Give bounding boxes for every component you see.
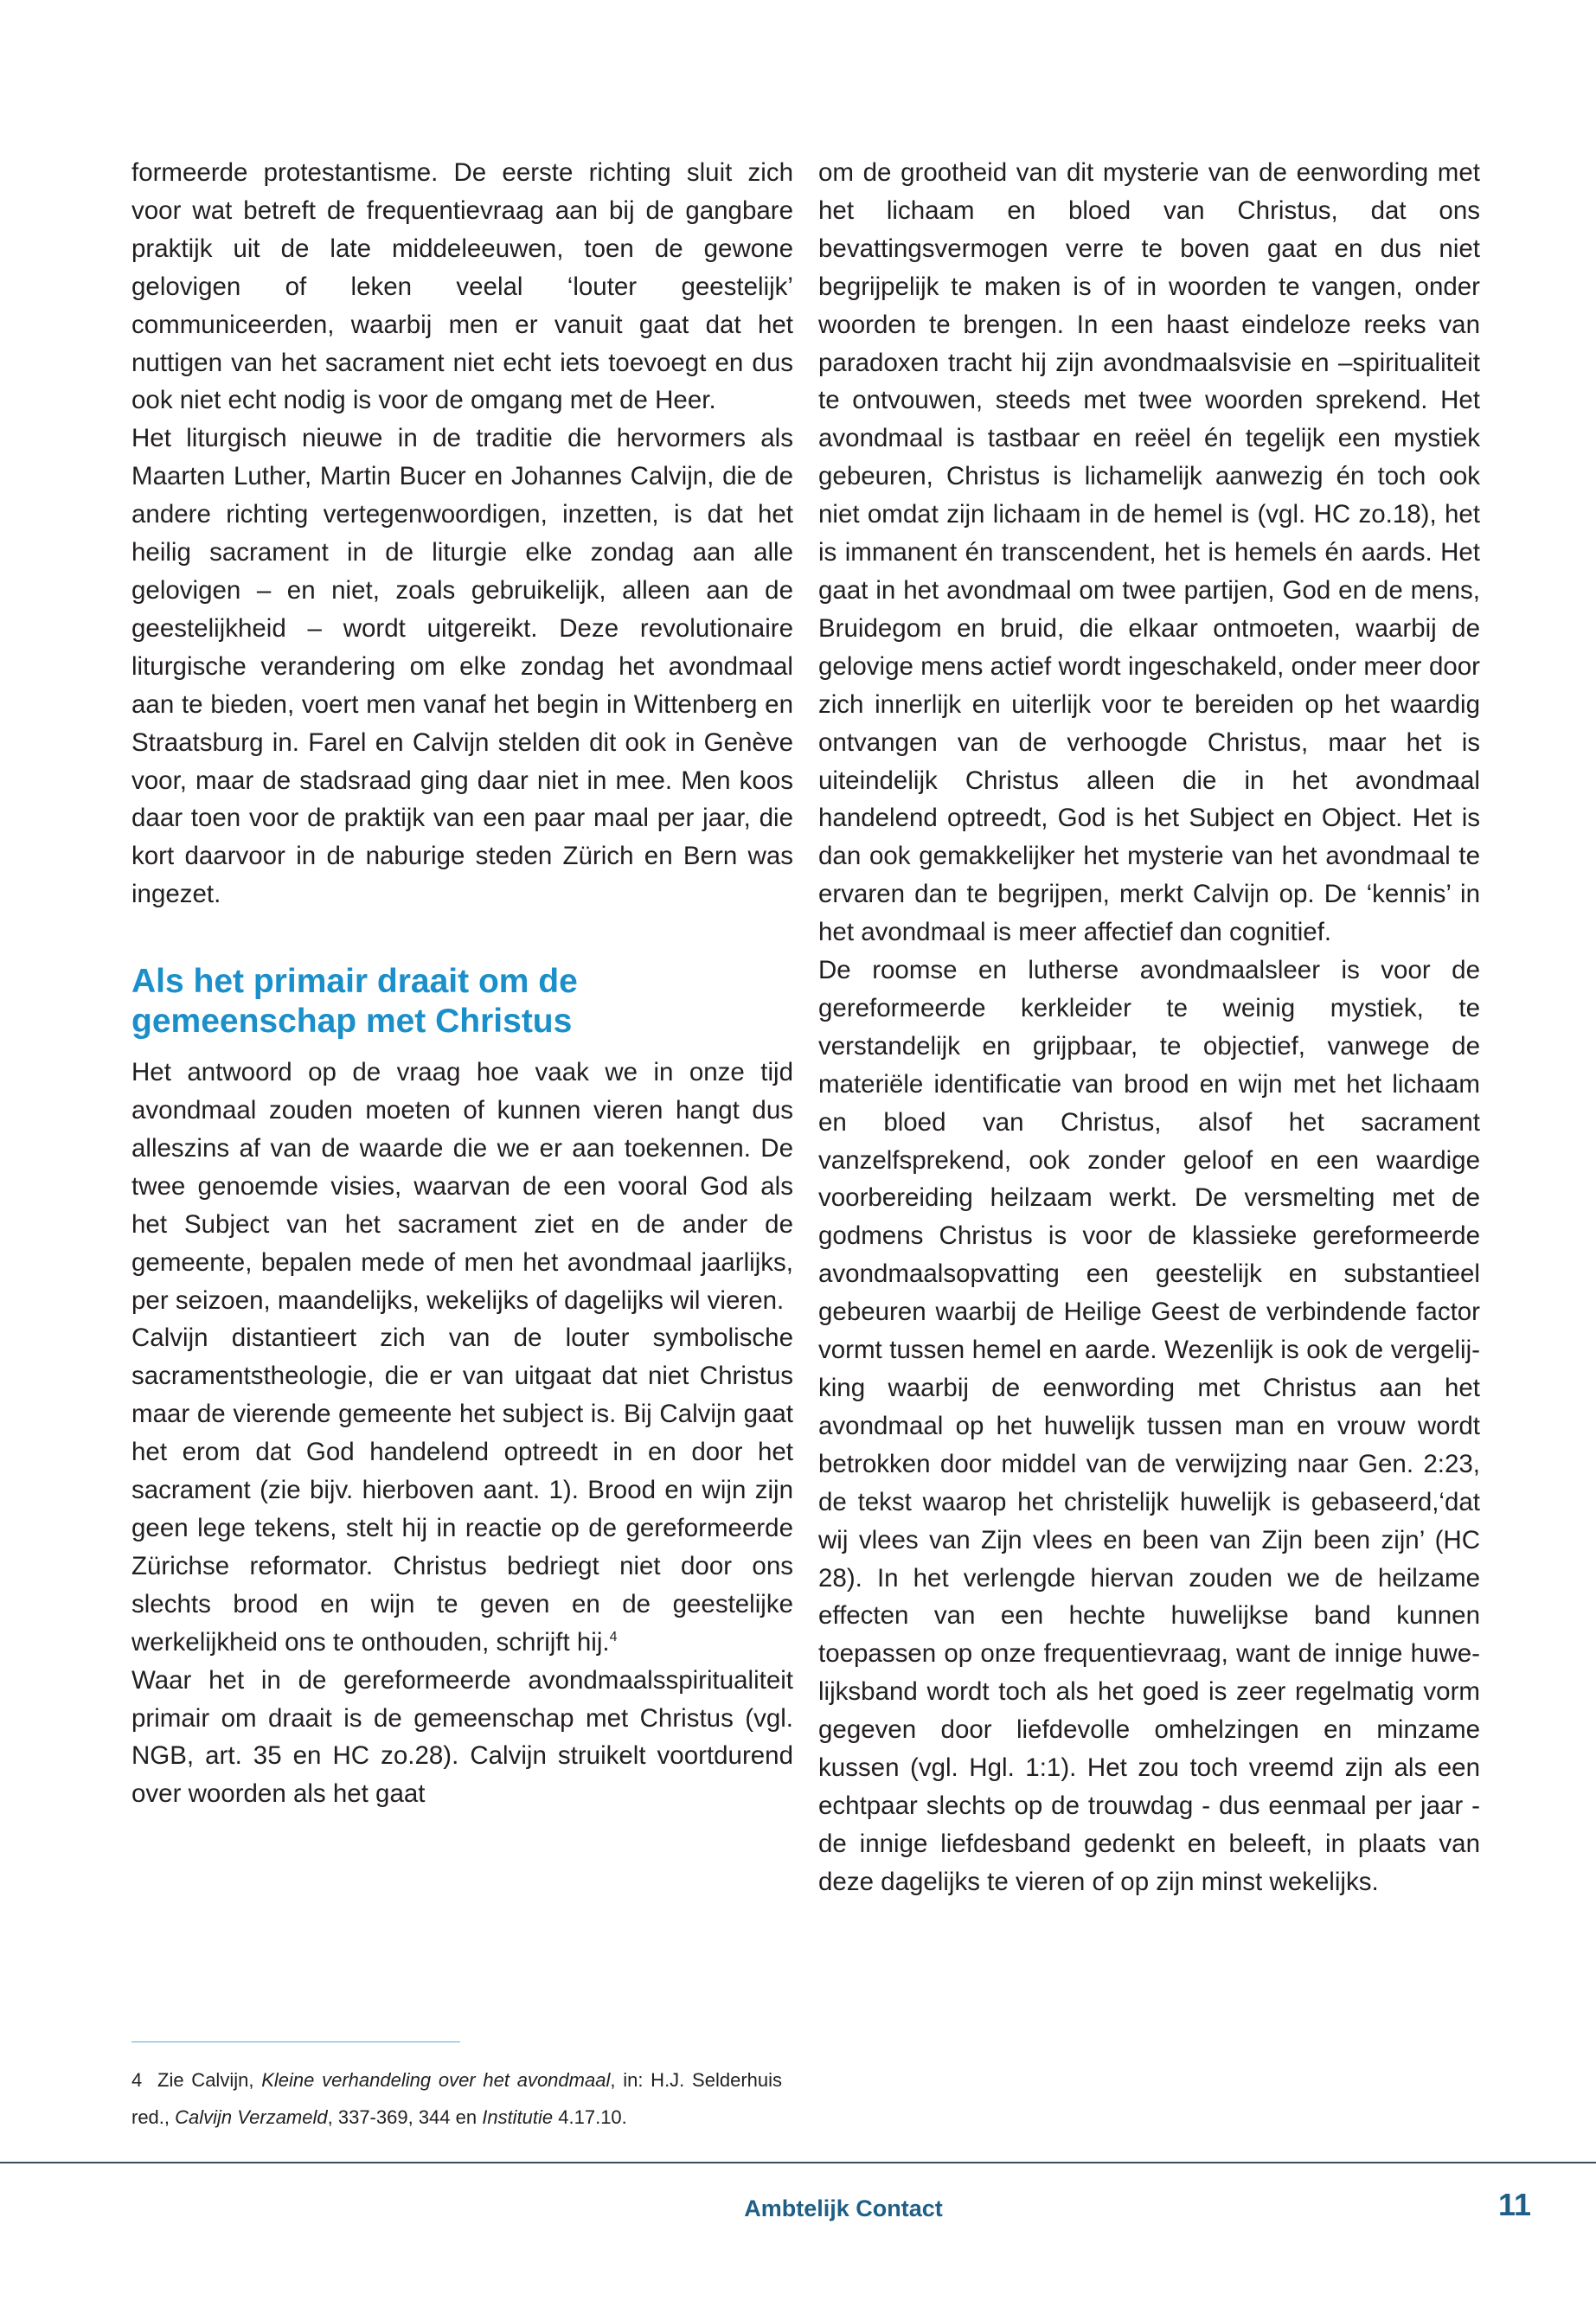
paragraph: De roomse en lutherse avondmaalsleer is voor de gereformeerde kerkleider te weinig mystiek, te verstandelijk en grijpbaar, te objectief, vanwege de materiële identificatie van brood en wijn met het lichaam en bloed van Christus, alsof het sacrament vanzelfsprekend, ook zonder geloof en een waardige voorbereiding heilzaam werkt. De versmelting met de godmens Christus is voor de klassieke gereformeerde avondmaalsopvatting een geestelijk en substantieel gebeuren waarbij de Heilige Geest de verbindende factor vormt tussen hemel en aarde. Wezenlijk is ook de vergelijking waarbij de eenwording met Christus aan het avondmaal op het huwelijk tussen man en vrouw wordt betrokken door middel van de verwijzing naar Gen. 2:23, de tekst waarop het christelijk huwelijk is gebaseerd,‘dat wij vlees van Zijn vlees en been van Zijn been zijn’ (HC 28). In het verlengde hiervan zouden we de heilzame effecten van een hechte huwelijkse band kunnen toepassen op onze frequentievraag, want de innige huwelijksband wordt toch als het goed is zeer regelmatig vorm gegeven door liefdevolle omhelzingen en minzame kussen (vgl. Hgl. 1:1). Het zou toch vreemd zijn als een echtpaar slechts op de trouwdag - dus eenmaal per jaar - de innige liefdesband gedenkt en beleeft, in plaats van deze dagelijks te vieren of op zijn minst wekelijks. <box>818 956 1480 1896</box>
footnote-number: 4 <box>131 2069 143 2091</box>
footnote-title: Institutie <box>482 2106 554 2128</box>
footer-divider <box>0 2162 1596 2163</box>
footnote-text: 4.17.10. <box>553 2106 627 2128</box>
right-column <box>818 154 1480 1901</box>
paragraph: formeerde protestantisme. De eerste richting sluit zich voor wat betreft de frequentievraag aan bij de gangbare praktijk uit de late middeleeuwen, toen de gewone gelovigen of leken veelal ‘louter geestelijk’ communiceerden, waarbij men er vanuit gaat dat het nuttigen van het sacrament niet echt iets toevoegt en dus ook niet echt nodig is voor de omgang met de Heer. <box>131 158 793 415</box>
footnote <box>131 2061 782 2136</box>
paragraph: Waar het in de gereformeerde avondmaalsspiritualiteit primair om draait is de gemeenschap met Christus (vgl. NGB, art. 35 en HC zo.28). Calvijn struikelt voortdurend over woorden als het gaat <box>131 1665 793 1809</box>
left-column <box>131 154 793 1813</box>
footnote-reference[interactable]: 4 <box>609 1629 618 1644</box>
paragraph-text: Calvijn distantieert zich van de louter symbolische sacramentstheologie, die er van uitgaat dat niet Christus maar de vierende gemeente het subject is. Bij Calvijn gaat het erom dat God handelend optreedt in en door het sacrament (zie bijv. hierboven aant. 1). Brood en wijn zijn geen lege tekens, stelt hij in reactie op de gereformeerde Zürichse reformator. Christus bedriegt niet door ons slechts brood en wijn te geven en de geestelijke werkelijkheid ons te onthouden, schrijft hij. <box>131 1324 793 1657</box>
footnote-divider <box>131 2041 460 2042</box>
page-number: 11 <box>1497 2187 1531 2222</box>
paragraph-with-note <box>131 1319 793 1661</box>
journal-title: Ambtelijk Contact <box>744 2195 943 2221</box>
footnote-title: Calvijn Verzameld <box>175 2106 328 2128</box>
footnote-text: Zie Calvijn, <box>157 2069 262 2091</box>
footnote-text: , in: H.J. Selderhuis red., <box>131 2069 782 2128</box>
section-heading: Als het primair draait om de gemeenschap met Christus <box>131 963 578 1041</box>
footnote-text: , 337-369, 344 en <box>327 2106 483 2128</box>
paragraph: Het liturgisch nieuwe in de traditie die hervormers als Maarten Luther, Martin Bucer en Johannes Calvijn, die de andere richting vertegenwoordigen, inzetten, is dat het heilig sacrament in de liturgie elke zondag aan alle gelovigen – en niet, zoals gebruikelijk, alleen aan de geestelijkheid – wordt uitgereikt. Deze revolutionaire liturgische verandering om elke zondag het avondmaal aan te bieden, voert men vanaf het begin in Wittenberg en Straatsburg in. Farel en Calvijn stelden dit ook in Genève voor, maar de stadsraad ging daar niet in mee. Men koos daar toen voor de praktijk van een paar maal per jaar, die kort daarvoor in de naburige steden Zürich en Bern was ingezet. <box>131 424 793 909</box>
paragraph: Het antwoord op de vraag hoe vaak we in onze tijd avondmaal zouden moeten of kunnen vieren hangt dus alleszins af van de waarde die we er aan toekennen. De twee genoemde visies, waarvan de een vooral God als het Subject van het sacrament ziet en de ander de gemeente, bepalen mede of men het avondmaal jaarlijks, per seizoen, maandelijks, wekelijks of dagelijks wil vieren. <box>131 1058 793 1315</box>
paragraph: om de grootheid van dit mysterie van de eenwording met het lichaam en bloed van Christus, dat ons bevattingsvermogen verre te boven gaat en dus niet begrijpelijk te maken is of in woorden te vangen, onder woorden te brengen. In een haast eindeloze reeks van paradoxen tracht hij zijn avondmaalsvisie en –spiritualiteit te ontvouwen, steeds met twee woorden sprekend. Het avondmaal is tastbaar en reëel én tegelijk een mystiek gebeuren, Christus is lichamelijk aanwezig én toch ook niet omdat zijn lichaam in de hemel is (vgl. HC zo.18), het is immanent én transcendent, het is hemels én aards. Het gaat in het avondmaal om twee partijen, God en de mens, Bruidegom en bruid, die elkaar ontmoeten, waarbij de gelovige mens actief wordt ingeschakeld, onder meer door zich innerlijk en uiterlijk voor te bereiden op het waardig ontvangen van de verhoogde Christus, maar het is uiteindelijk Christus alleen die in het avondmaal handelend optreedt, God is het Subject en Object. Het is dan ook gemakkelijker het mysterie van het avondmaal te ervaren dan te begrijpen, merkt Calvijn op. De ‘kennis’ in het avondmaal is meer affectief dan cognitief. <box>818 158 1480 947</box>
footnote-title: Kleine verhandeling over het avondmaal <box>261 2069 611 2091</box>
